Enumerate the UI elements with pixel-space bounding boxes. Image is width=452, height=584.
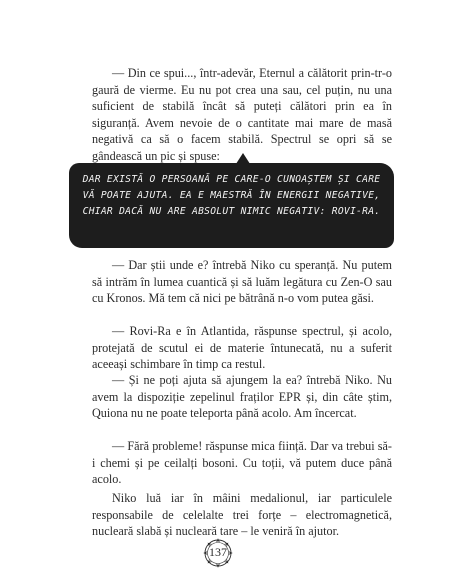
paragraph-1: — Din ce spui..., într-adevăr, Eternul a călătorit prin-tr-o gaură de vierme. Eu nu pot crea una sau, cel puțin, nu una suficient de stabilă încât să puteți călători prin ea în siguranță. Avem nevoie de o cantitate mai mare de masă negativă ca să o facem stabilă. Spectrul se opri să se gândească un pic și spuse: bbox=[92, 66, 392, 163]
paragraph-5: — Fără probleme! răspunse mica ființă. Dar va trebui să-i chemi și pe ceilalți bosoni. Cu toții, vă putem duce până acolo. bbox=[92, 439, 392, 487]
speech-bubble bbox=[69, 163, 394, 248]
paragraph-2: — Dar știi unde e? întrebă Niko cu speranță. Nu putem să intrăm în lumea cuantică și să luăm legătura cu Zen-O sau cu Kronos. Mă tem că nici pe bătrână n-o vom putea găsi. bbox=[92, 258, 392, 306]
paragraph-3: — Rovi-Ra e în Atlantida, răspunse spectrul, și acolo, protejată de scutul ei de materie întunecată, nu a suferit aceeași schimbare în timp ca restul. bbox=[92, 324, 392, 372]
page-number: 137 bbox=[209, 545, 227, 559]
paragraph-4: — Și ne poți ajuta să ajungem la ea? întrebă Niko. Nu avem la dispoziție zepelinul fraților EPR și, din câte știm, Quiona nu ne poate teleporta până acolo. Am încercat. bbox=[92, 373, 392, 421]
speech-bubble-text: DAR EXISTĂ O PERSOANĂ PE CARE-O CUNOAȘTEM ȘI CARE VĂ POATE AJUTA. EA E MAESTRĂ ÎN ENERGII NEGATIVE, CHIAR DACĂ NU ARE ABSOLUT NIMIC NEGATIV: ROVI-RA. bbox=[82, 174, 381, 217]
page-number-badge bbox=[203, 538, 233, 568]
paragraph-6: Niko luă iar în mâini medalionul, iar particulele responsabile de celelalte trei forțe – electromagnetică, nucleară slabă și nucleară tare – le veniră în ajutor. bbox=[92, 491, 392, 539]
